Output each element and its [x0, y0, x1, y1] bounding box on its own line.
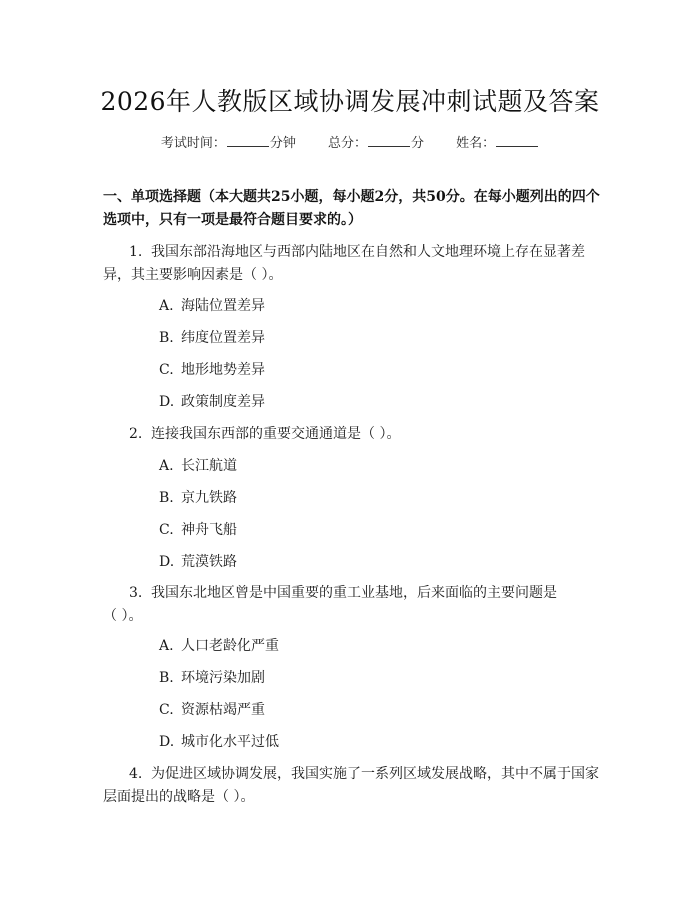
question-1-option-c — [159, 360, 265, 380]
option-text: 政策制度差异 — [181, 394, 265, 410]
question-2 — [103, 423, 603, 446]
exam-name — [456, 132, 539, 151]
question-number: 3. — [129, 585, 143, 601]
section-heading: 一、单项选择题（本大题共25小题，每小题2分，共50分。在每小题列出的四个选项中，只有一项是最符合题目要求的。） — [103, 189, 600, 228]
question-1-option-b — [159, 328, 265, 348]
question-2-option-d — [159, 552, 237, 572]
question-text-line2: 异，其主要影响因素是（ ）。 — [103, 267, 283, 283]
option-text: 京九铁路 — [181, 490, 237, 506]
time-unit: 分钟 — [269, 136, 296, 151]
option-text: 地形地势差异 — [181, 362, 265, 378]
option-letter: C. — [159, 522, 174, 538]
question-1 — [103, 241, 603, 287]
time-blank — [227, 134, 269, 147]
question-number: 4. — [129, 766, 143, 782]
option-letter: D. — [159, 554, 175, 570]
question-text-line2: （ ）。 — [103, 608, 143, 624]
option-text: 资源枯竭严重 — [181, 702, 265, 718]
exam-score — [328, 132, 424, 151]
question-3-option-d — [159, 732, 279, 752]
option-text: 神舟飞船 — [181, 522, 237, 538]
option-letter: D. — [159, 394, 175, 410]
question-3-option-c — [159, 700, 265, 720]
question-4 — [103, 763, 603, 809]
question-2-option-c — [159, 520, 237, 540]
option-letter: A. — [159, 638, 174, 654]
question-number: 2. — [129, 426, 143, 442]
page-title: 2026年人教版区域协调发展冲刺试题及答案 — [100, 87, 600, 116]
option-text: 荒漠铁路 — [181, 554, 237, 570]
question-text-line2: 层面提出的战略是（ ）。 — [103, 789, 255, 805]
question-2-option-a — [159, 456, 237, 476]
question-number: 1. — [129, 244, 143, 260]
option-text: 海陆位置差异 — [181, 298, 265, 314]
score-unit: 分 — [411, 136, 425, 151]
option-letter: B. — [159, 490, 174, 506]
question-3-option-b — [159, 668, 265, 688]
question-3 — [103, 582, 603, 628]
question-text-line1: 我国东部沿海地区与西部内陆地区在自然和人文地理环境上存在显著差 — [151, 244, 585, 260]
exam-time — [161, 132, 296, 151]
name-label: 姓名： — [456, 136, 496, 151]
question-text-line1: 为促进区域协调发展，我国实施了一系列区域发展战略，其中不属于国家 — [151, 766, 599, 782]
score-label: 总分： — [327, 136, 367, 151]
question-3-option-a — [159, 636, 279, 656]
option-text: 纬度位置差异 — [181, 330, 265, 346]
option-letter: C. — [159, 702, 174, 718]
option-text: 城市化水平过低 — [181, 734, 279, 750]
option-letter: B. — [159, 330, 174, 346]
question-2-option-b — [159, 488, 237, 508]
question-1-option-d — [159, 392, 265, 412]
option-text: 人口老龄化严重 — [181, 638, 279, 654]
question-text-line1: 连接我国东西部的重要交通通道是（ ）。 — [151, 426, 401, 442]
option-text: 环境污染加剧 — [181, 670, 265, 686]
question-1-option-a — [159, 296, 265, 316]
option-letter: A. — [159, 458, 174, 474]
option-letter: A. — [159, 298, 174, 314]
option-text: 长江航道 — [181, 458, 237, 474]
question-text-line1: 我国东北地区曾是中国重要的重工业基地，后来面临的主要问题是 — [151, 585, 557, 601]
option-letter: D. — [159, 734, 175, 750]
time-label: 考试时间： — [160, 136, 226, 151]
score-blank — [368, 134, 410, 147]
name-blank — [496, 134, 538, 147]
option-letter: C. — [159, 362, 174, 378]
exam-meta — [0, 132, 700, 151]
option-letter: B. — [159, 670, 174, 686]
